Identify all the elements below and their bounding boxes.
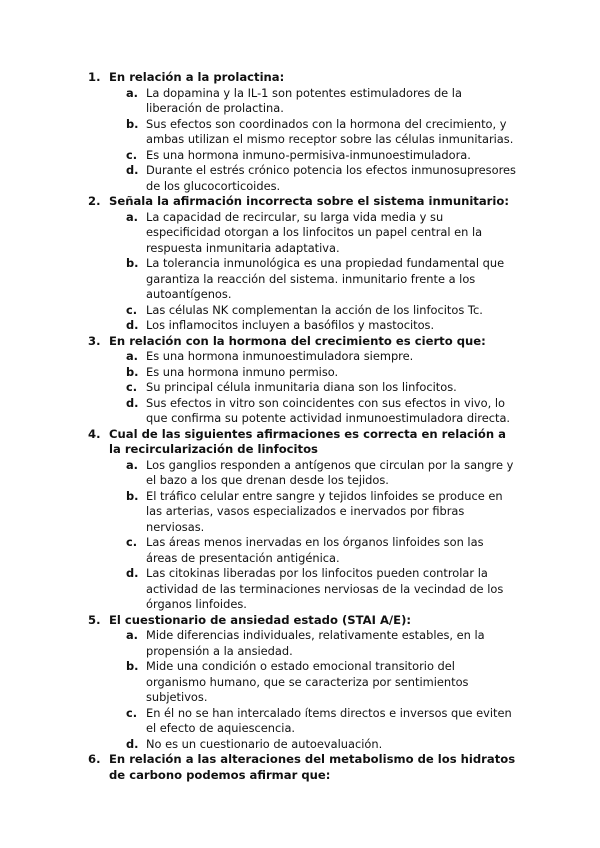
option-b — [88, 117, 518, 148]
option-text: Sus efectos son coordinados con la hormona del crecimiento, y ambas utilizan el mismo receptor sobre las células inmunitarias. — [146, 116, 514, 146]
option-letter: c. — [126, 147, 138, 162]
option-a — [88, 86, 518, 117]
option-b — [88, 659, 518, 706]
question-text: Señala la afirmación incorrecta sobre el sistema inmunitario: — [109, 194, 509, 208]
option-list — [88, 458, 518, 613]
option-d — [88, 566, 518, 613]
question-heading — [88, 194, 518, 210]
question-text: En relación con la hormona del crecimiento es cierto que: — [109, 333, 486, 348]
option-letter: a. — [126, 457, 139, 472]
question-text: En relación a las alteraciones del metabolismo de los hidratos de carbono podemos afirmar que: — [109, 752, 516, 782]
option-list — [88, 628, 518, 752]
question-4 — [88, 427, 518, 613]
option-text: No es un cuestionario de autoevaluación. — [146, 736, 383, 751]
option-d — [88, 163, 518, 194]
option-list — [88, 210, 518, 334]
option-letter: b. — [126, 364, 139, 379]
option-letter: a. — [126, 628, 139, 642]
option-letter: d. — [126, 163, 139, 177]
option-letter: d. — [126, 395, 139, 410]
question-6 — [88, 752, 518, 783]
option-text: Los inflamocitos incluyen a basófilos y mastocitos. — [146, 318, 435, 332]
option-letter: c. — [126, 705, 138, 720]
option-list — [88, 86, 518, 195]
option-letter: c. — [126, 380, 138, 394]
option-text: Su principal célula inmunitaria diana son los linfocitos. — [146, 380, 457, 394]
option-d — [88, 318, 518, 334]
option-text: La capacidad de recircular, su larga vida media y su especificidad otorgan a los linfocitos un papel central en la respuesta inmunitaria adaptativa. — [146, 209, 483, 255]
question-5 — [88, 613, 518, 753]
option-letter: a. — [126, 349, 139, 363]
option-letter: b. — [126, 116, 139, 131]
question-text: El cuestionario de ansiedad estado (STAI A/E): — [109, 612, 412, 627]
option-c — [88, 380, 518, 396]
option-b — [88, 256, 518, 303]
question-list — [88, 70, 518, 783]
question-number: 1. — [88, 70, 101, 84]
question-heading — [88, 752, 518, 783]
option-text: El tráfico celular entre sangre y tejidos linfoides se produce en las arterias, vasos especializados e inervados por fibras nerviosas. — [146, 488, 503, 534]
option-text: Es una hormona inmuno-permisiva-inmunoestimuladora. — [146, 147, 471, 162]
option-letter: b. — [126, 488, 139, 503]
question-2 — [88, 194, 518, 334]
question-1 — [88, 70, 518, 194]
option-text: La dopamina y la IL-1 son potentes estimuladores de la liberación de prolactina. — [146, 85, 462, 115]
option-list — [88, 349, 518, 427]
option-a — [88, 349, 518, 365]
option-text: Los ganglios responden a antígenos que circulan por la sangre y el bazo a los que drenan desde los tejidos. — [146, 457, 514, 487]
option-letter: c. — [126, 535, 138, 549]
option-c — [88, 535, 518, 566]
option-c — [88, 706, 518, 737]
question-heading — [88, 334, 518, 350]
question-heading — [88, 427, 518, 458]
option-letter: a. — [126, 85, 139, 100]
option-text: Sus efectos in vitro son coincidentes con sus efectos in vivo, lo que confirma su potente actividad inmunoestimuladora directa. — [146, 395, 511, 425]
question-text: En relación a la prolactina: — [109, 70, 285, 84]
option-text: Las áreas menos inervadas en los órganos linfoides son las áreas de presentación antigénica. — [146, 535, 484, 565]
option-text: Mide diferencias individuales, relativamente estables, en la propensión a la ansiedad. — [146, 628, 485, 658]
question-number: 6. — [88, 752, 101, 766]
option-c — [88, 148, 518, 164]
option-text: En él no se han intercalado ítems directos e inversos que eviten el efecto de aquiescencia. — [146, 705, 512, 735]
option-letter: d. — [126, 566, 139, 580]
option-letter: d. — [126, 736, 139, 751]
option-a — [88, 210, 518, 257]
option-letter: b. — [126, 659, 139, 673]
question-3 — [88, 334, 518, 427]
question-text: Cual de las siguientes afirmaciones es correcta en relación a la recircularización de linfocitos — [109, 426, 506, 456]
option-c — [88, 303, 518, 319]
option-text: Es una hormona inmuno permiso. — [146, 364, 339, 379]
question-number: 5. — [88, 612, 101, 627]
option-d — [88, 737, 518, 753]
option-a — [88, 628, 518, 659]
option-b — [88, 489, 518, 536]
option-d — [88, 396, 518, 427]
option-text: Las células NK complementan la acción de los linfocitos Tc. — [146, 302, 483, 317]
option-letter: a. — [126, 209, 139, 224]
question-heading — [88, 613, 518, 629]
option-text: La tolerancia inmunológica es una propiedad fundamental que garantiza la reacción del sistema. inmunitario frente a los autoantígenos. — [146, 256, 505, 301]
question-number: 4. — [88, 426, 101, 441]
option-b — [88, 365, 518, 381]
option-text: Es una hormona inmunoestimuladora siempre. — [146, 349, 414, 363]
option-letter: d. — [126, 318, 139, 332]
option-text: Mide una condición o estado emocional transitorio del organismo humano, que se caracteriza por sentimientos subjetivos. — [146, 659, 469, 704]
option-letter: c. — [126, 302, 138, 317]
question-number: 2. — [88, 194, 101, 208]
question-heading — [88, 70, 518, 86]
option-a — [88, 458, 518, 489]
option-text: Durante el estrés crónico potencia los efectos inmunosupresores de los glucocorticoides. — [146, 163, 516, 193]
option-text: Las citokinas liberadas por los linfocitos pueden controlar la actividad de las terminaciones nerviosas de la vecindad de los órganos linfoides. — [146, 566, 504, 611]
question-number: 3. — [88, 333, 101, 348]
option-letter: b. — [126, 256, 139, 270]
